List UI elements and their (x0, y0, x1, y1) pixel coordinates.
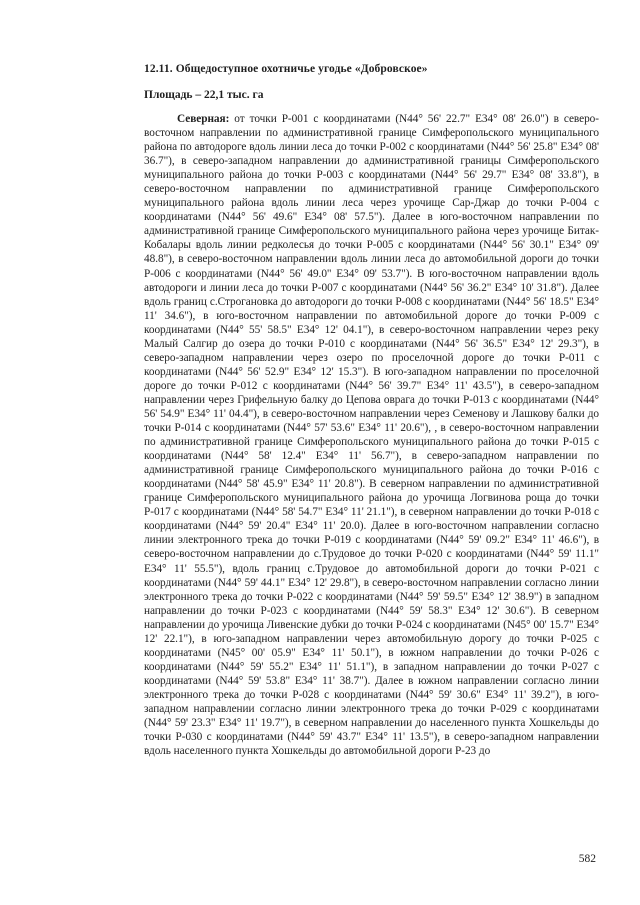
section-title: 12.11. Общедоступное охотничье угодье «Добровское» (144, 63, 428, 75)
area-heading: Площадь – 22,1 тыс. га (144, 89, 264, 101)
boundary-lead: Северная: (177, 113, 230, 125)
page-number: 582 (578, 853, 596, 865)
boundary-text: от точки Р-001 с координатами (N44° 56' 22.7" E34° 08' 26.0") в северо-восточном направлении по административной границе Симферопольского муниципального района по автодороге вдоль линии леса до точки Р-002 с координатами (N44° 56' 25.8" E34° 08' 36.7"), в северо-западном направлении до административной границы Симферопольского муниципального района до точки Р-003 с координатами (N44° 56' 29.7" E34° 08' 33.8"), в северо-восточном направлении по административной границе Симферопольского муниципального района вдоль линии леса через урочище Сар-Джар до точки Р-004 с координатами (N44° 56' 49.6" E34° 08' 57.5"). Далее в юго-восточном направлении по административной границе Симферопольского муниципального района через урочище Битак-Кобалары вдоль линии редколесья до точки Р-005 с координатами (N44° 56' 30.1" E34° 09' 48.8"), в северо-восточном направлении вдоль линии леса до автомобильной дороги до точки Р-006 с координатами (N44° 56' 49.0" E34° 09' 53.7"). В юго-восточном направлении вдоль автодороги и линии леса до точки Р-007 с координатами (N44° 56' 36.2" E34° 10' 31.8"). Далее вдоль границ с.Строгановка до автодороги до точки Р-008 с координатами (N44° 56' 18.5" E34° 11' 34.6"), в юго-восточном направлении по автомобильной дороге до точки Р-009 с координатами (N44° 55' 58.5" E34° 12' 04.1"), в северо-восточном направлении через реку Малый Салгир до озера до точки Р-010 с координатами (N44° 56' 36.5" E34° 12' 29.3"), в северо-западном направлении через озеро по проселочной дороге до точки Р-011 с координатами (N44° 56' 52.9" E34° 12' 15.3"). В юго-западном направлении по проселочной дороге до точки Р-012 с координатами (N44° 56' 39.7" E34° 11' 43.5"), в северо-западном направлении через Грифельную балку до Цепова оврага до точки Р-013 с координатами (N44° 56' 54.9" E34° 11' 04.4"), в северо-восточном направлении через Семенову и Лашкову балки до точки Р-014 с координатами (N44° 57' 53.6" E34° 11' 20.6"), , в северо-восточном направлении по административной границе Симферопольского муниципального района до точки Р-015 с координатами (N44° 58' 12.4" E34° 11' 56.7"), в северо-западном направлении по административной границе Симферопольского муниципального района до точки Р-016 с координатами (N44° 58' 45.9" E34° 11' 20.8"). В северном направлении по административной границе Симферопольского муниципального района до урочища Логвинова роща до точки Р-017 с координатами (N44° 58' 54.7" E34° 11' 21.1"), в северном направлении до точки Р-018 с координатами (N44° 59' 20.4" E34° 11' 20.0). Далее в юго-восточном направлении согласно линии электронного трека до точки Р-019 с координатами (N44° 59' 09.2" E34° 11' 46.6"), в северо-восточном направлении до с.Трудовое до точки Р-020 с координатами (N44° 59' 11.1" E34° 11' 55.5"), вдоль границ с.Трудовое до автомобильной дороги до точки Р-021 с координатами (N44° 59' 44.1" E34° 12' 29.8"), в северо-восточном направлении согласно линии электронного трека до точки Р-022 с координатами (N44° 59' 59.5" E34° 12' 38.9") в западном направлении до точки Р-023 с координатами (N44° 59' 58.3" E34° 12' 30.6"). В северном направлении до урочища Ливенские дубки до точки Р-024 с координатами (N45° 00' 15.7" E34° 12' 22.1"), в юго-западном направлении через автомобильную дорогу до точки Р-025 с координатами (N45° 00' 05.9" E34° 11' 50.1"), в южном направлении до точки Р-026 с координатами (N44° 59' 55.2" E34° 11' 51.1"), в западном направлении до точки Р-027 с координатами (N44° 59' 53.8" E34° 11' 38.7"). Далее в южном направлении согласно линии электронного трека до точки Р-028 с координатами (N44° 59' 30.6" E34° 11' 39.2"), в юго-западном направлении согласно линии электронного трека до точки Р-029 с координатами (N44° 59' 23.3" E34° 11' 19.7"), в северном направлении до населенного пункта Хошкельды до точки Р-030 с координатами (N44° 59' 43.7" E34° 11' 13.5"), в северо-западном направлении вдоль населенного пункта Хошкельды до автомобильной дороги Р-23 до (144, 113, 599, 758)
boundary-description (144, 112, 599, 758)
